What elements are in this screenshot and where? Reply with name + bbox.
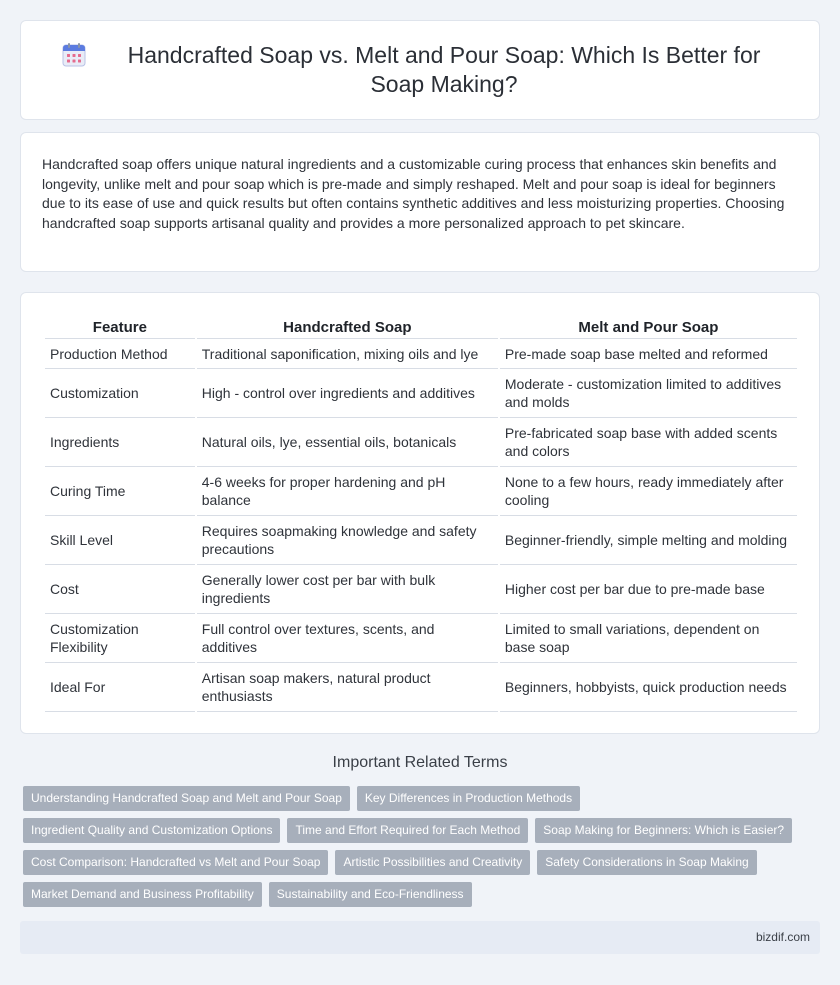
related-term-tag[interactable]: Key Differences in Production Methods [357, 786, 580, 811]
table-row [45, 369, 797, 418]
feature-cell: Curing Time [45, 467, 195, 516]
tag-row [23, 818, 823, 843]
footer-site-link[interactable]: bizdif.com [755, 930, 810, 944]
handcrafted-cell: Artisan soap makers, natural product enthusiasts [197, 663, 498, 712]
table-header-row [45, 313, 797, 339]
feature-cell: Customization [45, 369, 195, 418]
table-row [45, 663, 797, 712]
feature-cell: Skill Level [45, 516, 195, 565]
tag-row [23, 882, 823, 907]
table-row [45, 467, 797, 516]
intro-paragraph: Handcrafted soap offers unique natural ingredients and a customizable curing process that enhances skin benefits and longevity, unlike melt and pour soap which is pre-made and simply reshaped. Melt and pour soap is ideal for beginners due to its ease of use and quick results but often contains synthetic additives and less moisturizing properties. Choosing handcrafted soap supports artisanal quality and provides a more personalized approach to pet skincare. [42, 156, 785, 231]
melt-pour-cell: Beginner-friendly, simple melting and molding [500, 516, 797, 565]
melt-pour-cell: Higher cost per bar due to pre-made base [500, 565, 797, 614]
table-row [45, 516, 797, 565]
related-term-tag[interactable]: Market Demand and Business Profitability [23, 882, 262, 907]
melt-pour-cell: Pre-made soap base melted and reformed [500, 339, 797, 369]
handcrafted-cell: Traditional saponification, mixing oils and lye [197, 339, 498, 369]
handcrafted-cell: Natural oils, lye, essential oils, botanicals [197, 418, 498, 467]
intro-card [20, 132, 820, 272]
feature-cell: Customization Flexibility [45, 614, 195, 663]
related-terms-title: Important Related Terms [332, 754, 508, 771]
related-term-tag[interactable]: Ingredient Quality and Customization Options [23, 818, 280, 843]
table-row [45, 339, 797, 369]
comparison-table-card [20, 292, 820, 734]
feature-cell: Ideal For [45, 663, 195, 712]
related-term-tag[interactable]: Cost Comparison: Handcrafted vs Melt and Pour Soap [23, 850, 328, 875]
feature-cell: Cost [45, 565, 195, 614]
handcrafted-cell: Requires soapmaking knowledge and safety precautions [197, 516, 498, 565]
melt-pour-cell: Beginners, hobbyists, quick production needs [500, 663, 797, 712]
related-terms-tags [23, 786, 823, 914]
related-term-tag[interactable]: Safety Considerations in Soap Making [537, 850, 756, 875]
header-feature: Feature [45, 313, 195, 339]
table-row [45, 565, 797, 614]
handcrafted-cell: Generally lower cost per bar with bulk ingredients [197, 565, 498, 614]
header-handcrafted: Handcrafted Soap [197, 313, 498, 339]
feature-cell: Production Method [45, 339, 195, 369]
footer [20, 921, 820, 954]
related-term-tag[interactable]: Sustainability and Eco-Friendliness [269, 882, 472, 907]
related-term-tag[interactable]: Soap Making for Beginners: Which is Easier? [535, 818, 792, 843]
melt-pour-cell: Moderate - customization limited to additives and molds [500, 369, 797, 418]
related-term-tag[interactable]: Time and Effort Required for Each Method [287, 818, 528, 843]
table-row [45, 418, 797, 467]
melt-pour-cell: None to a few hours, ready immediately after cooling [500, 467, 797, 516]
header-melt-pour: Melt and Pour Soap [500, 313, 797, 339]
related-term-tag[interactable]: Understanding Handcrafted Soap and Melt and Pour Soap [23, 786, 350, 811]
tag-row [23, 850, 823, 875]
handcrafted-cell: 4-6 weeks for proper hardening and pH balance [197, 467, 498, 516]
melt-pour-cell: Pre-fabricated soap base with added scents and colors [500, 418, 797, 467]
calendar-icon [61, 42, 87, 68]
melt-pour-cell: Limited to small variations, dependent on base soap [500, 614, 797, 663]
feature-cell: Ingredients [45, 418, 195, 467]
tag-row [23, 786, 823, 811]
page-title: Handcrafted Soap vs. Melt and Pour Soap: Which Is Better for Soap Making? [127, 42, 761, 97]
header-card [20, 20, 820, 120]
table-row [45, 614, 797, 663]
handcrafted-cell: Full control over textures, scents, and additives [197, 614, 498, 663]
handcrafted-cell: High - control over ingredients and additives [197, 369, 498, 418]
related-term-tag[interactable]: Artistic Possibilities and Creativity [335, 850, 530, 875]
comparison-table [43, 313, 799, 712]
